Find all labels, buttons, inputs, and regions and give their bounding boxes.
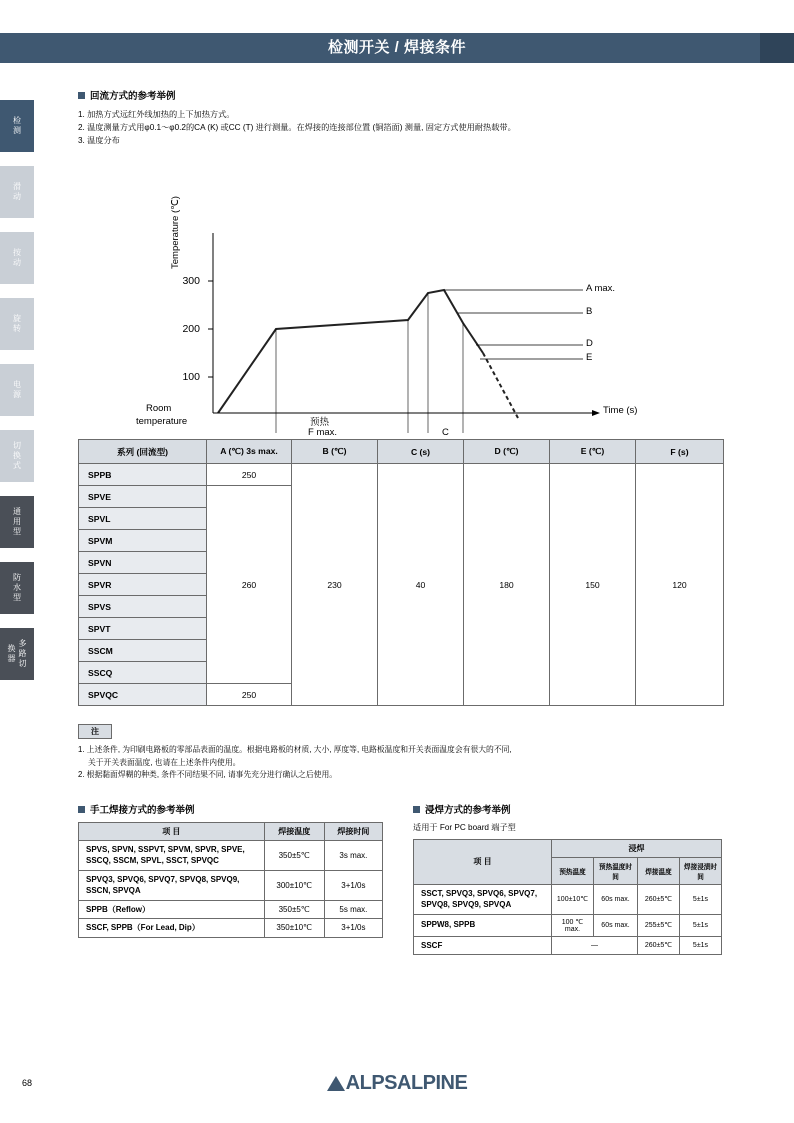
series-name: SPVN bbox=[79, 552, 207, 574]
note-badge: 注 bbox=[78, 724, 112, 739]
table-row bbox=[414, 936, 722, 955]
value-e: 150 bbox=[550, 464, 636, 706]
value-b: 230 bbox=[292, 464, 378, 706]
graph-x-axis-label: Time (s) bbox=[603, 405, 638, 416]
col-solder-time: 焊接浸渍时间 bbox=[680, 857, 722, 884]
dip-solder-temp: 260±5℃ bbox=[638, 936, 680, 955]
reflow-note-line: 3. 温度分布 bbox=[78, 136, 120, 145]
side-tab-label: 按动 bbox=[12, 248, 22, 268]
dip-solder-table bbox=[413, 839, 722, 956]
manual-time: 3+1/0s bbox=[324, 919, 382, 938]
value-a-top: 250 bbox=[207, 464, 292, 486]
graph-label-b: B bbox=[586, 306, 593, 317]
table-header-row bbox=[414, 839, 722, 857]
series-name: SPPB bbox=[79, 464, 207, 486]
note-line: 2. 根据黏面焊糊的种类, 条件不同结果不同, 请事先充分进行确认之后使用。 bbox=[78, 770, 338, 779]
note-body bbox=[78, 744, 723, 782]
side-tab-list bbox=[0, 100, 34, 694]
value-d: 180 bbox=[464, 464, 550, 706]
manual-item: SPVQ3, SPVQ6, SPVQ7, SPVQ8, SPVQ9, SSCN, SPVQA bbox=[79, 870, 265, 900]
square-bullet-icon bbox=[78, 806, 85, 813]
table-row bbox=[79, 870, 383, 900]
table-header-row bbox=[79, 822, 383, 840]
dip-solder-time: 5±1s bbox=[680, 936, 722, 955]
dip-solder-column bbox=[413, 802, 721, 956]
value-f: 120 bbox=[636, 464, 724, 706]
sidebar-item-push[interactable] bbox=[0, 232, 34, 284]
side-tab-label: 通用型 bbox=[12, 507, 22, 537]
table-row bbox=[79, 464, 724, 486]
graph-canvas bbox=[78, 163, 723, 433]
square-bullet-icon bbox=[78, 92, 85, 99]
dip-solder-time: 5±1s bbox=[680, 884, 722, 914]
sidebar-item-general[interactable] bbox=[0, 496, 34, 548]
graph-label-e: E bbox=[586, 352, 593, 363]
reflow-section-heading bbox=[78, 88, 723, 102]
col-f: F (s) bbox=[636, 440, 724, 464]
col-c: C (s) bbox=[378, 440, 464, 464]
manual-solder-column bbox=[78, 802, 383, 956]
series-name: SPVT bbox=[79, 618, 207, 640]
note-line: 1. 上述条件, 为印刷电路板的零部品表面的温度。根据电路板的材质, 大小, 厚度等, 电路板温度和开关表面温度会有很大的不同, bbox=[78, 745, 512, 754]
series-name: SSCM bbox=[79, 640, 207, 662]
bottom-columns bbox=[78, 802, 723, 956]
reflow-profile-graph bbox=[78, 163, 723, 438]
reflow-notes bbox=[78, 108, 723, 147]
graph-preheat-line2: F max. bbox=[308, 427, 338, 438]
graph-preheat-line1: 预热 bbox=[310, 417, 330, 428]
manual-time: 3s max. bbox=[324, 840, 382, 870]
dip-solder-temp: 255±5℃ bbox=[638, 914, 680, 936]
series-name: SPVL bbox=[79, 508, 207, 530]
top-margin bbox=[0, 0, 794, 14]
brand-logo bbox=[0, 1072, 794, 1095]
series-name: SPVS bbox=[79, 596, 207, 618]
manual-temp: 300±10℃ bbox=[264, 870, 324, 900]
sidebar-item-switching[interactable] bbox=[0, 430, 34, 482]
dip-subnote: 适用于 For PC board 端子型 bbox=[413, 822, 516, 832]
side-tab-label: 防水型 bbox=[12, 573, 22, 603]
table-row bbox=[414, 884, 722, 914]
col-preheat-temp: 预热温度 bbox=[552, 857, 594, 884]
dip-section-heading bbox=[413, 802, 721, 816]
manual-temp: 350±5℃ bbox=[264, 900, 324, 919]
table-header-row bbox=[79, 440, 724, 464]
manual-time: 3+1/0s bbox=[324, 870, 382, 900]
value-c: 40 bbox=[378, 464, 464, 706]
col-a: A (℃) 3s max. bbox=[207, 440, 292, 464]
graph-room-temp-line2: temperature bbox=[136, 416, 188, 427]
manual-section-heading bbox=[78, 802, 383, 816]
triangle-icon bbox=[327, 1076, 345, 1091]
col-dip-group: 浸焊 bbox=[552, 839, 722, 857]
col-temp: 焊接温度 bbox=[264, 822, 324, 840]
graph-label-a: A max. bbox=[586, 283, 616, 294]
dip-preheat-time: 60s max. bbox=[594, 914, 638, 936]
col-d: D (℃) bbox=[464, 440, 550, 464]
col-item: 项 目 bbox=[414, 839, 552, 884]
content-area bbox=[78, 88, 723, 955]
sidebar-item-rotary[interactable] bbox=[0, 298, 34, 350]
side-tab-label: 旋转 bbox=[12, 314, 22, 334]
table-row bbox=[79, 840, 383, 870]
logo-text: ALPSALPINE bbox=[345, 1072, 468, 1094]
series-name: SPVR bbox=[79, 574, 207, 596]
manual-item: SPPB（Reflow） bbox=[79, 900, 265, 919]
series-name: SPVM bbox=[79, 530, 207, 552]
dip-item: SPPW8, SPPB bbox=[414, 914, 552, 936]
graph-label-c: C bbox=[442, 427, 449, 438]
col-b: B (℃) bbox=[292, 440, 378, 464]
col-e: E (℃) bbox=[550, 440, 636, 464]
manual-temp: 350±10℃ bbox=[264, 919, 324, 938]
reflow-note-line: 2. 温度测量方式用φ0.1～φ0.2的CA (K) 或CC (T) 进行测量。在焊接的连接部位置 (铜箔面) 测量, 固定方式使用耐热载带。 bbox=[78, 123, 516, 132]
series-name: SSCQ bbox=[79, 662, 207, 684]
side-tab-label: 检测 bbox=[12, 116, 22, 136]
graph-y-tick: 200 bbox=[182, 323, 200, 335]
manual-temp: 350±5℃ bbox=[264, 840, 324, 870]
dip-solder-temp: 260±5℃ bbox=[638, 884, 680, 914]
reflow-heading-label: 回流方式的参考举例 bbox=[90, 91, 176, 102]
graph-y-axis-label: Temperature (℃) bbox=[170, 196, 181, 269]
side-tab-label: 多路切换器 bbox=[7, 639, 27, 669]
series-name: SPVQC bbox=[79, 684, 207, 706]
dip-solder-time: 5±1s bbox=[680, 914, 722, 936]
graph-y-tick: 100 bbox=[182, 371, 200, 383]
square-bullet-icon bbox=[413, 806, 420, 813]
col-item: 项 目 bbox=[79, 822, 265, 840]
page-title: 检测开关 / 焊接条件 bbox=[327, 39, 466, 56]
sidebar-item-power[interactable] bbox=[0, 364, 34, 416]
dip-preheat-temp: 100 ℃ max. bbox=[552, 914, 594, 936]
manual-heading-label: 手工焊接方式的参考举例 bbox=[90, 804, 195, 816]
sidebar-item-detect[interactable] bbox=[0, 100, 34, 152]
col-series: 系列 (回流型) bbox=[79, 440, 207, 464]
page-number: 68 bbox=[22, 1078, 33, 1088]
dip-item: SSCF bbox=[414, 936, 552, 955]
sidebar-item-multiplexer[interactable] bbox=[0, 628, 34, 680]
note-line: 关于开关表面温度, 也请在上述条件内使用。 bbox=[78, 757, 241, 767]
value-a-bottom: 250 bbox=[207, 684, 292, 706]
side-tab-label: 电源 bbox=[12, 380, 22, 400]
col-time: 焊接时间 bbox=[324, 822, 382, 840]
manual-time: 5s max. bbox=[324, 900, 382, 919]
reflow-note-line: 1. 加热方式远红外线加热的上下加热方式。 bbox=[78, 110, 235, 119]
graph-room-temp-line1: Room bbox=[146, 403, 172, 414]
graph-label-d: D bbox=[586, 338, 593, 349]
col-preheat-time: 预热温度时间 bbox=[594, 857, 638, 884]
manual-item: SPVS, SPVN, SSPVT, SPVM, SPVR, SPVE, SSCQ, SSCM, SPVL, SSCT, SPVQC bbox=[79, 840, 265, 870]
manual-solder-table bbox=[78, 822, 383, 938]
manual-item: SSCF, SPPB（For Lead, Dip） bbox=[79, 919, 265, 938]
side-tab-label: 切换式 bbox=[12, 441, 22, 471]
col-solder-temp: 焊接温度 bbox=[638, 857, 680, 884]
sidebar-item-slide[interactable] bbox=[0, 166, 34, 218]
graph-y-tick: 300 bbox=[182, 275, 200, 287]
dip-heading-label: 浸焊方式的参考举例 bbox=[425, 804, 511, 816]
side-tab-label: 滑动 bbox=[12, 182, 22, 202]
reflow-condition-table bbox=[78, 439, 724, 706]
series-name: SPVE bbox=[79, 486, 207, 508]
table-row bbox=[79, 919, 383, 938]
dip-preheat-none: — bbox=[552, 936, 638, 955]
dip-item: SSCT, SPVQ3, SPVQ6, SPVQ7, SPVQ8, SPVQ9, SPVQA bbox=[414, 884, 552, 914]
dip-preheat-time: 60s max. bbox=[594, 884, 638, 914]
value-a-mid: 260 bbox=[207, 486, 292, 684]
sidebar-item-waterproof[interactable] bbox=[0, 562, 34, 614]
table-row bbox=[79, 900, 383, 919]
table-row bbox=[414, 914, 722, 936]
dip-preheat-temp: 100±10℃ bbox=[552, 884, 594, 914]
